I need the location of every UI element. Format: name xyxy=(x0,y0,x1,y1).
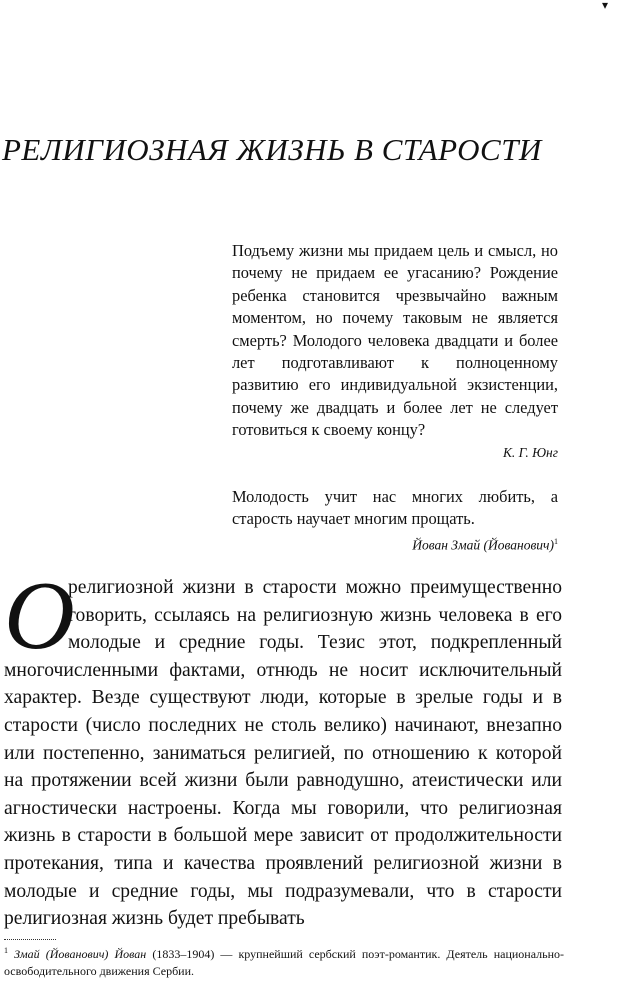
epigraph-text: Подъему жизни мы придаем цель и смысл, но почему не придаем ее угасанию? Рождение ребенка становится чрезвычайно важным моментом, но почему таковым не является смерть? Молодого человека двадцати и более лет подготавливают к полноценному развитию его индивидуальной экзистенции, почему же двадцать и более лет не следует готовиться к своему концу? xyxy=(232,241,558,440)
epigraph-author: К. Г. Юнг xyxy=(502,444,558,460)
epigraph-author-name: Йован Змай (Йованович) xyxy=(412,537,554,553)
chapter-title: РЕЛИГИОЗНАЯ ЖИЗНЬ В СТАРОСТИ xyxy=(2,132,542,167)
epigraph-jung xyxy=(232,240,558,462)
drop-cap: О xyxy=(4,562,75,670)
epigraph-text: Молодость учит нас многих любить, а старость научает многим прощать. xyxy=(232,487,558,529)
footnote-reference: 1 xyxy=(554,536,558,546)
footnote-text: (1833–1904) — крупнейший сербский поэт-романтик. Деятель национально-освободительного движения Сербии. xyxy=(4,947,565,978)
epigraph-author xyxy=(232,533,558,555)
epigraph-zmaj xyxy=(232,486,558,554)
footnote-divider xyxy=(4,939,56,940)
footnote xyxy=(4,942,564,980)
footnote-name: Змай (Йованович) Йован xyxy=(14,947,147,961)
footnote-number: 1 xyxy=(4,946,8,955)
body-text: религиозной жизни в старости можно преимущественно говорить, ссылаясь на религиозную жизнь человека в его молодые и средние годы. Тезис этот, подкрепленный многочисленными фактами, отнюдь не носит исключительный характер. Везде существуют люди, которые в зрелые годы и в старости (число последних не столь велико) начинают, внезапно или постепенно, заниматься религией, по отношению к которой на протяжении всей жизни были равнодушно, атеистически или агностически настроены. Когда мы говорили, что религиозная жизнь в старости в большой мере зависит от продолжительности протекания, типа и качества проявлений религиозной жизни в молодые и средние годы, мы подразумевали, что в старости религиозная жизнь будет пребывать xyxy=(4,577,562,930)
body-paragraph xyxy=(4,562,562,933)
corner-mark: ▾ xyxy=(602,0,609,12)
